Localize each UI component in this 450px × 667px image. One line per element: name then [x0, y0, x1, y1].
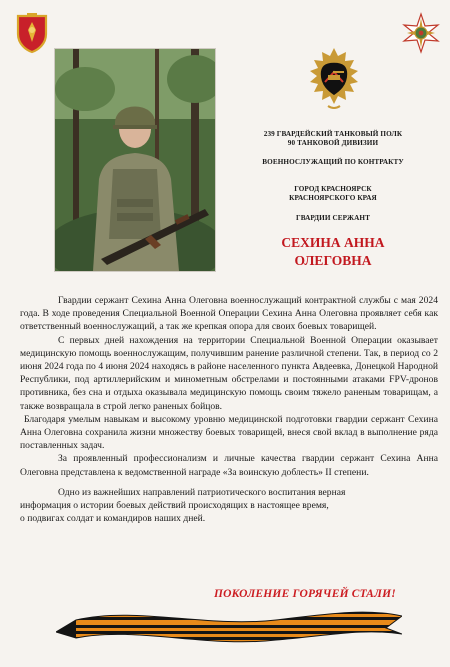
soldier-portrait-photo [54, 48, 216, 272]
division-title: 90 ТАНКОВОЙ ДИВИЗИИ [287, 139, 379, 147]
person-name-line1: СЕХИНА АННА [281, 235, 385, 250]
region: КРАСНОЯРСКОГО КРАЯ [289, 194, 377, 202]
description-text [20, 294, 438, 525]
city: ГОРОД КРАСНОЯРСК [294, 185, 372, 193]
paragraph-closing [20, 486, 438, 526]
paragraph-skills: Благодаря умелым навыкам и высокому уровню медицинской подготовки гвардии сержант Сехина Анна Олеговна сохранила жизни множеству боевых товарищей, внеся свой вклад в выполнение ряда поставленных задач. [20, 413, 438, 452]
red-shield-emblem-icon [14, 12, 50, 54]
service-type: ВОЕННОСЛУЖАЩИЙ ПО КОНТРАКТУ [262, 158, 404, 166]
st-george-ribbon-icon [56, 602, 402, 654]
paragraph-service: Гвардии сержант Сехина Анна Олеговна военнослужащий контрактной службы с мая 2024 года. В ходе проведения Специальной Военной Операции Сехина Анна Олеговна проявляет себя как ответственный военнослужащий, а так же крепкая опора для своих боевых товарищей. [20, 295, 438, 333]
slogan: ПОКОЛЕНИЕ ГОРЯЧЕЙ СТАЛИ! [214, 588, 396, 600]
white-cross-order-icon [400, 12, 442, 54]
paragraph-award: За проявленный профессионализм и личные качества гвардии сержант Сехина Анна Олеговна представлена к ведомственной награде «За воинскую доблесть» II степени. [20, 453, 438, 478]
closing-line3: о подвигах солдат и командиров наших дней. [20, 513, 206, 525]
paragraph-duty: С первых дней нахождения на территории Специальной Военной Операции оказывает медицинскую помощь военнослужащим, получившим ранение различной степени. Так, в период со 2 июня 2024 года по 4 июня 2024 находясь в районе населенного пункта Авдеевка, Донецкой Народной Республики, под артиллерийским и минометным обстрелами и постоянными атаками FPV-дронов противника, без сна и отдыха оказывала медицинскую помощь своим тяжело раненым товарищам, а также возвращала в строй легко раненых бойцов. [20, 334, 438, 412]
tank-regiment-emblem-icon [298, 44, 370, 116]
unit-title: 239 ГВАРДЕЙСКИЙ ТАНКОВЫЙ ПОЛК [263, 130, 403, 138]
person-name-line2: ОЛЕГОВНА [294, 253, 372, 268]
closing-line1: Одно из важнейших направлений патриотического воспитания верная [58, 486, 346, 498]
closing-line2: информация о истории боевых действий происходящих в настоящее время, [20, 500, 329, 512]
rank: ГВАРДИИ СЕРЖАНТ [296, 214, 370, 222]
